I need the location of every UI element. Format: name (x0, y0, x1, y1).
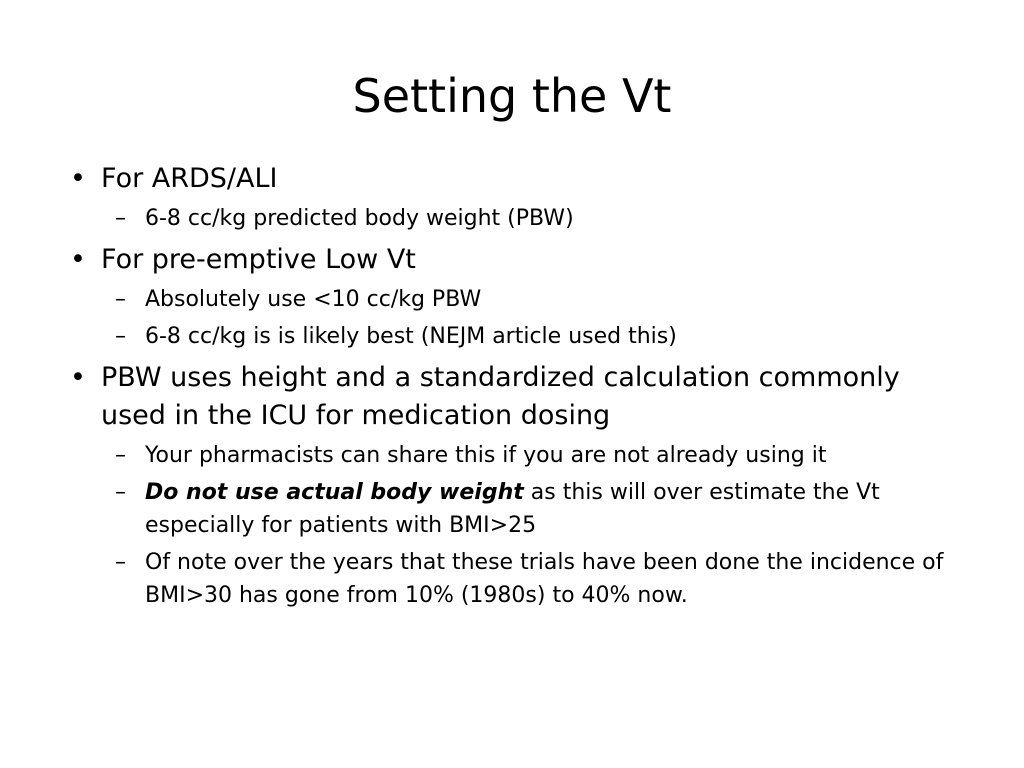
bullet-item (70, 241, 960, 279)
bullet-marker: • (70, 362, 86, 393)
bullet-text: For pre-emptive Low Vt (101, 244, 416, 275)
sub-bullet-text: Your pharmacists can share this if you are not already using it (145, 443, 827, 468)
dash-marker: – (115, 206, 126, 231)
sub-bullet-item (70, 439, 960, 472)
sub-bullet-item (70, 320, 960, 353)
dash-marker: – (115, 480, 126, 505)
bullet-text: PBW uses height and a standardized calculation commonly used in the ICU for medication dosing (101, 362, 900, 431)
sub-bullet-text: 6-8 cc/kg is is likely best (NEJM article used this) (145, 324, 677, 349)
dash-marker: – (115, 550, 126, 575)
dash-marker: – (115, 324, 126, 349)
sub-bullet-item (70, 202, 960, 235)
sub-bullet-item (70, 546, 960, 612)
sub-bullet-item (70, 283, 960, 316)
bullet-marker: • (70, 244, 86, 275)
sub-bullet-item (70, 476, 960, 542)
bullet-text: For ARDS/ALI (101, 163, 278, 194)
sub-bullet-text: 6-8 cc/kg predicted body weight (PBW) (145, 206, 574, 231)
bullet-list (70, 160, 960, 612)
slide-title: Setting the Vt (352, 69, 672, 123)
dash-marker: – (115, 443, 126, 468)
bullet-marker: • (70, 163, 86, 194)
emphasized-text: Do not use actual body weight (145, 480, 524, 505)
sub-bullet-text: Absolutely use <10 cc/kg PBW (145, 287, 482, 312)
bullet-item (70, 359, 960, 435)
dash-marker: – (115, 287, 126, 312)
bullet-item (70, 160, 960, 198)
sub-bullet-text: Of note over the years that these trials have been done the incidence of BMI>30 has gone from 10% (1980s) to 40% now. (145, 550, 944, 608)
sub-bullet-text: as this will over estimate the Vt especially for patients with BMI>25 (145, 480, 880, 538)
